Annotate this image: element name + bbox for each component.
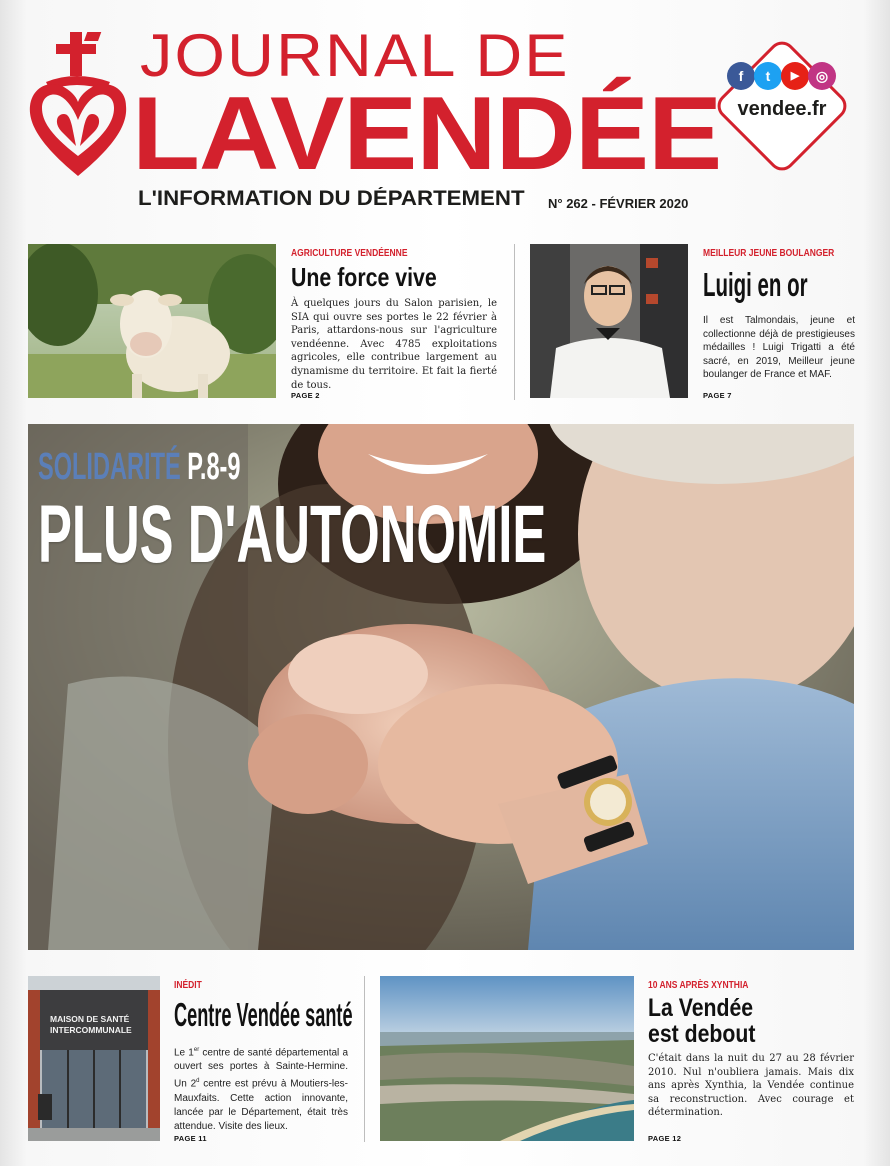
boulanger-kicker: MEILLEUR JEUNE BOULANGER (703, 248, 835, 259)
masthead-title-main: LAVENDÉE (132, 76, 722, 192)
xynthia-headline[interactable] (648, 995, 755, 1047)
xynthia-headline-line-1: La Vendée (648, 994, 754, 1022)
health-center-photo (28, 976, 160, 1141)
facebook-icon[interactable]: f (727, 62, 755, 90)
agriculture-page-link[interactable]: PAGE 2 (291, 391, 320, 400)
xynthia-headline-line-2: est debout (648, 1020, 756, 1048)
column-divider (364, 976, 365, 1142)
hero-headline[interactable]: PLUS D'AUTONOMIE (38, 489, 547, 580)
instagram-icon[interactable]: ◎ (808, 62, 836, 90)
hero-kicker (38, 446, 241, 489)
agriculture-body: À quelques jours du Salon parisien, le SIA qui ouvre ses portes le 22 février à Paris, attardons-nous sur l'agriculture vendéenne. Avec 4785 exploitations agricoles, elle contribue largement au dynamisme du territoire. Et fait la fierté de tous. (291, 298, 497, 391)
xynthia-page-link[interactable]: PAGE 12 (648, 1134, 682, 1143)
agriculture-kicker: AGRICULTURE VENDÉENNE (291, 248, 408, 259)
xynthia-body: C'était dans la nuit du 27 au 28 février 2010. Nul n'oubliera jamais. Mais dix ans après Xynthia, la Vendée continue sa reconstruction. Avec courage et détermination. (648, 1053, 854, 1118)
xynthia-kicker: 10 ANS APRÈS XYNTHIA (648, 980, 749, 991)
hero-kicker-section: SOLIDARITÉ (38, 446, 181, 488)
sante-kicker: INÉDIT (174, 980, 202, 991)
health-center-sign (50, 1014, 148, 1036)
boulanger-headline[interactable]: Luigi en or (703, 266, 808, 303)
sign-line-1: MAISON DE SANTÉ (50, 1014, 130, 1024)
masthead-title-top: JOURNAL DE (140, 22, 570, 89)
cow-photo (28, 244, 276, 398)
youtube-icon[interactable]: ▶ (781, 62, 809, 90)
column-divider (514, 244, 515, 400)
agriculture-headline[interactable]: Une force vive (291, 262, 437, 292)
sign-line-2: INTERCOMMUNALE (50, 1025, 132, 1035)
sante-page-link[interactable]: PAGE 11 (174, 1134, 207, 1143)
aerial-coast-photo (380, 976, 634, 1141)
vendee-heart-logo (26, 30, 130, 180)
issue-number: N° 262 - FÉVRIER 2020 (548, 196, 689, 211)
sante-headline[interactable]: Centre Vendée santé (174, 996, 353, 1033)
masthead-tagline: L'INFORMATION DU DÉPARTEMENT (138, 187, 525, 210)
sante-body: Le 1er centre de santé départemental a ouvert ses portes à Sainte-Hermine. Un 2$^d$ centre est prévu à Moutiers-les-Mauxfaits. Cette action innovante, lancée par le Département, était très attendue. Visite des lieux. (174, 1047, 349, 1132)
website-link[interactable]: vendee.fr (737, 98, 827, 120)
boulanger-body: Il est Talmondais, jeune et collectionne déjà de prestigieuses médailles ! Luigi Trigatti a été sacré, en 2019, Meilleur jeune boulanger de France et MAF. (703, 315, 855, 381)
hero-kicker-page[interactable]: P.8-9 (187, 446, 241, 488)
baker-photo (530, 244, 688, 398)
twitter-icon[interactable]: t (754, 62, 782, 90)
boulanger-page-link[interactable]: PAGE 7 (703, 391, 732, 400)
